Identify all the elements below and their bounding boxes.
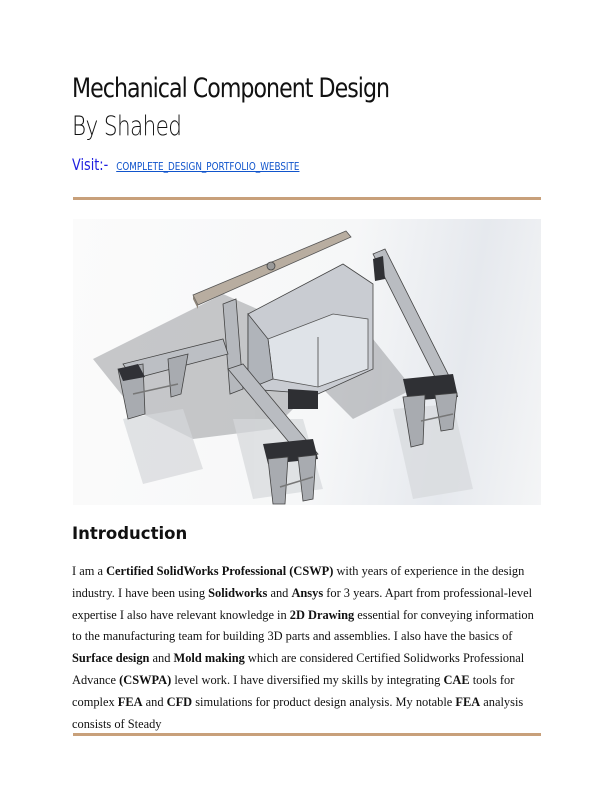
text-run: essential for conveying information to the manufacturing team for building 3D parts and assemblies. I also have the basics of [72,607,534,644]
divider-top [73,197,541,200]
cad-assembly-image [73,219,541,505]
visit-label: Visit:- [72,155,109,174]
portfolio-website-link[interactable]: COMPLETE_DESIGN_PORTFOLIO_WEBSITE [116,160,300,173]
page-subtitle: By Shahed [72,111,182,142]
bold-term: Surface design [72,651,150,666]
bold-term: Certified SolidWorks Professional (CSWP) [106,564,334,578]
bold-term: CAE [443,672,470,687]
bold-term: Ansys [291,585,324,600]
text-run: with years of experience in the design industry. I have been using [72,564,525,600]
bold-term: 2D Drawing [289,607,355,622]
bold-term: FEA [455,694,481,709]
text-run: I am a [72,564,107,578]
text-run: level work. I have diversified my skills by integrating [171,672,444,687]
text-run: for 3 years. Apart from professional-level expertise I also have relevant knowledge in [72,585,533,622]
text-run: simulations for product design analysis. My notable [192,694,456,709]
section-heading-introduction: Introduction [72,524,188,543]
page-title: Mechanical Component Design [72,73,390,104]
bold-term: FEA [117,694,143,709]
bold-term: CFD [166,694,193,709]
text-run: tools for complex [72,672,515,709]
introduction-paragraph [72,561,542,735]
text-run: which are considered Certified Solidworks Professional Advance [72,651,525,687]
bold-term: (CSWPA) [119,672,172,687]
visit-line [72,155,299,175]
bold-term: Solidworks [208,585,268,600]
text-run: and [142,694,167,709]
bold-term: Mold making [173,651,245,666]
divider-bottom [73,733,541,736]
text-run: and [267,585,292,600]
text-run: and [149,651,174,666]
text-run: analysis consists of Steady [72,694,524,731]
